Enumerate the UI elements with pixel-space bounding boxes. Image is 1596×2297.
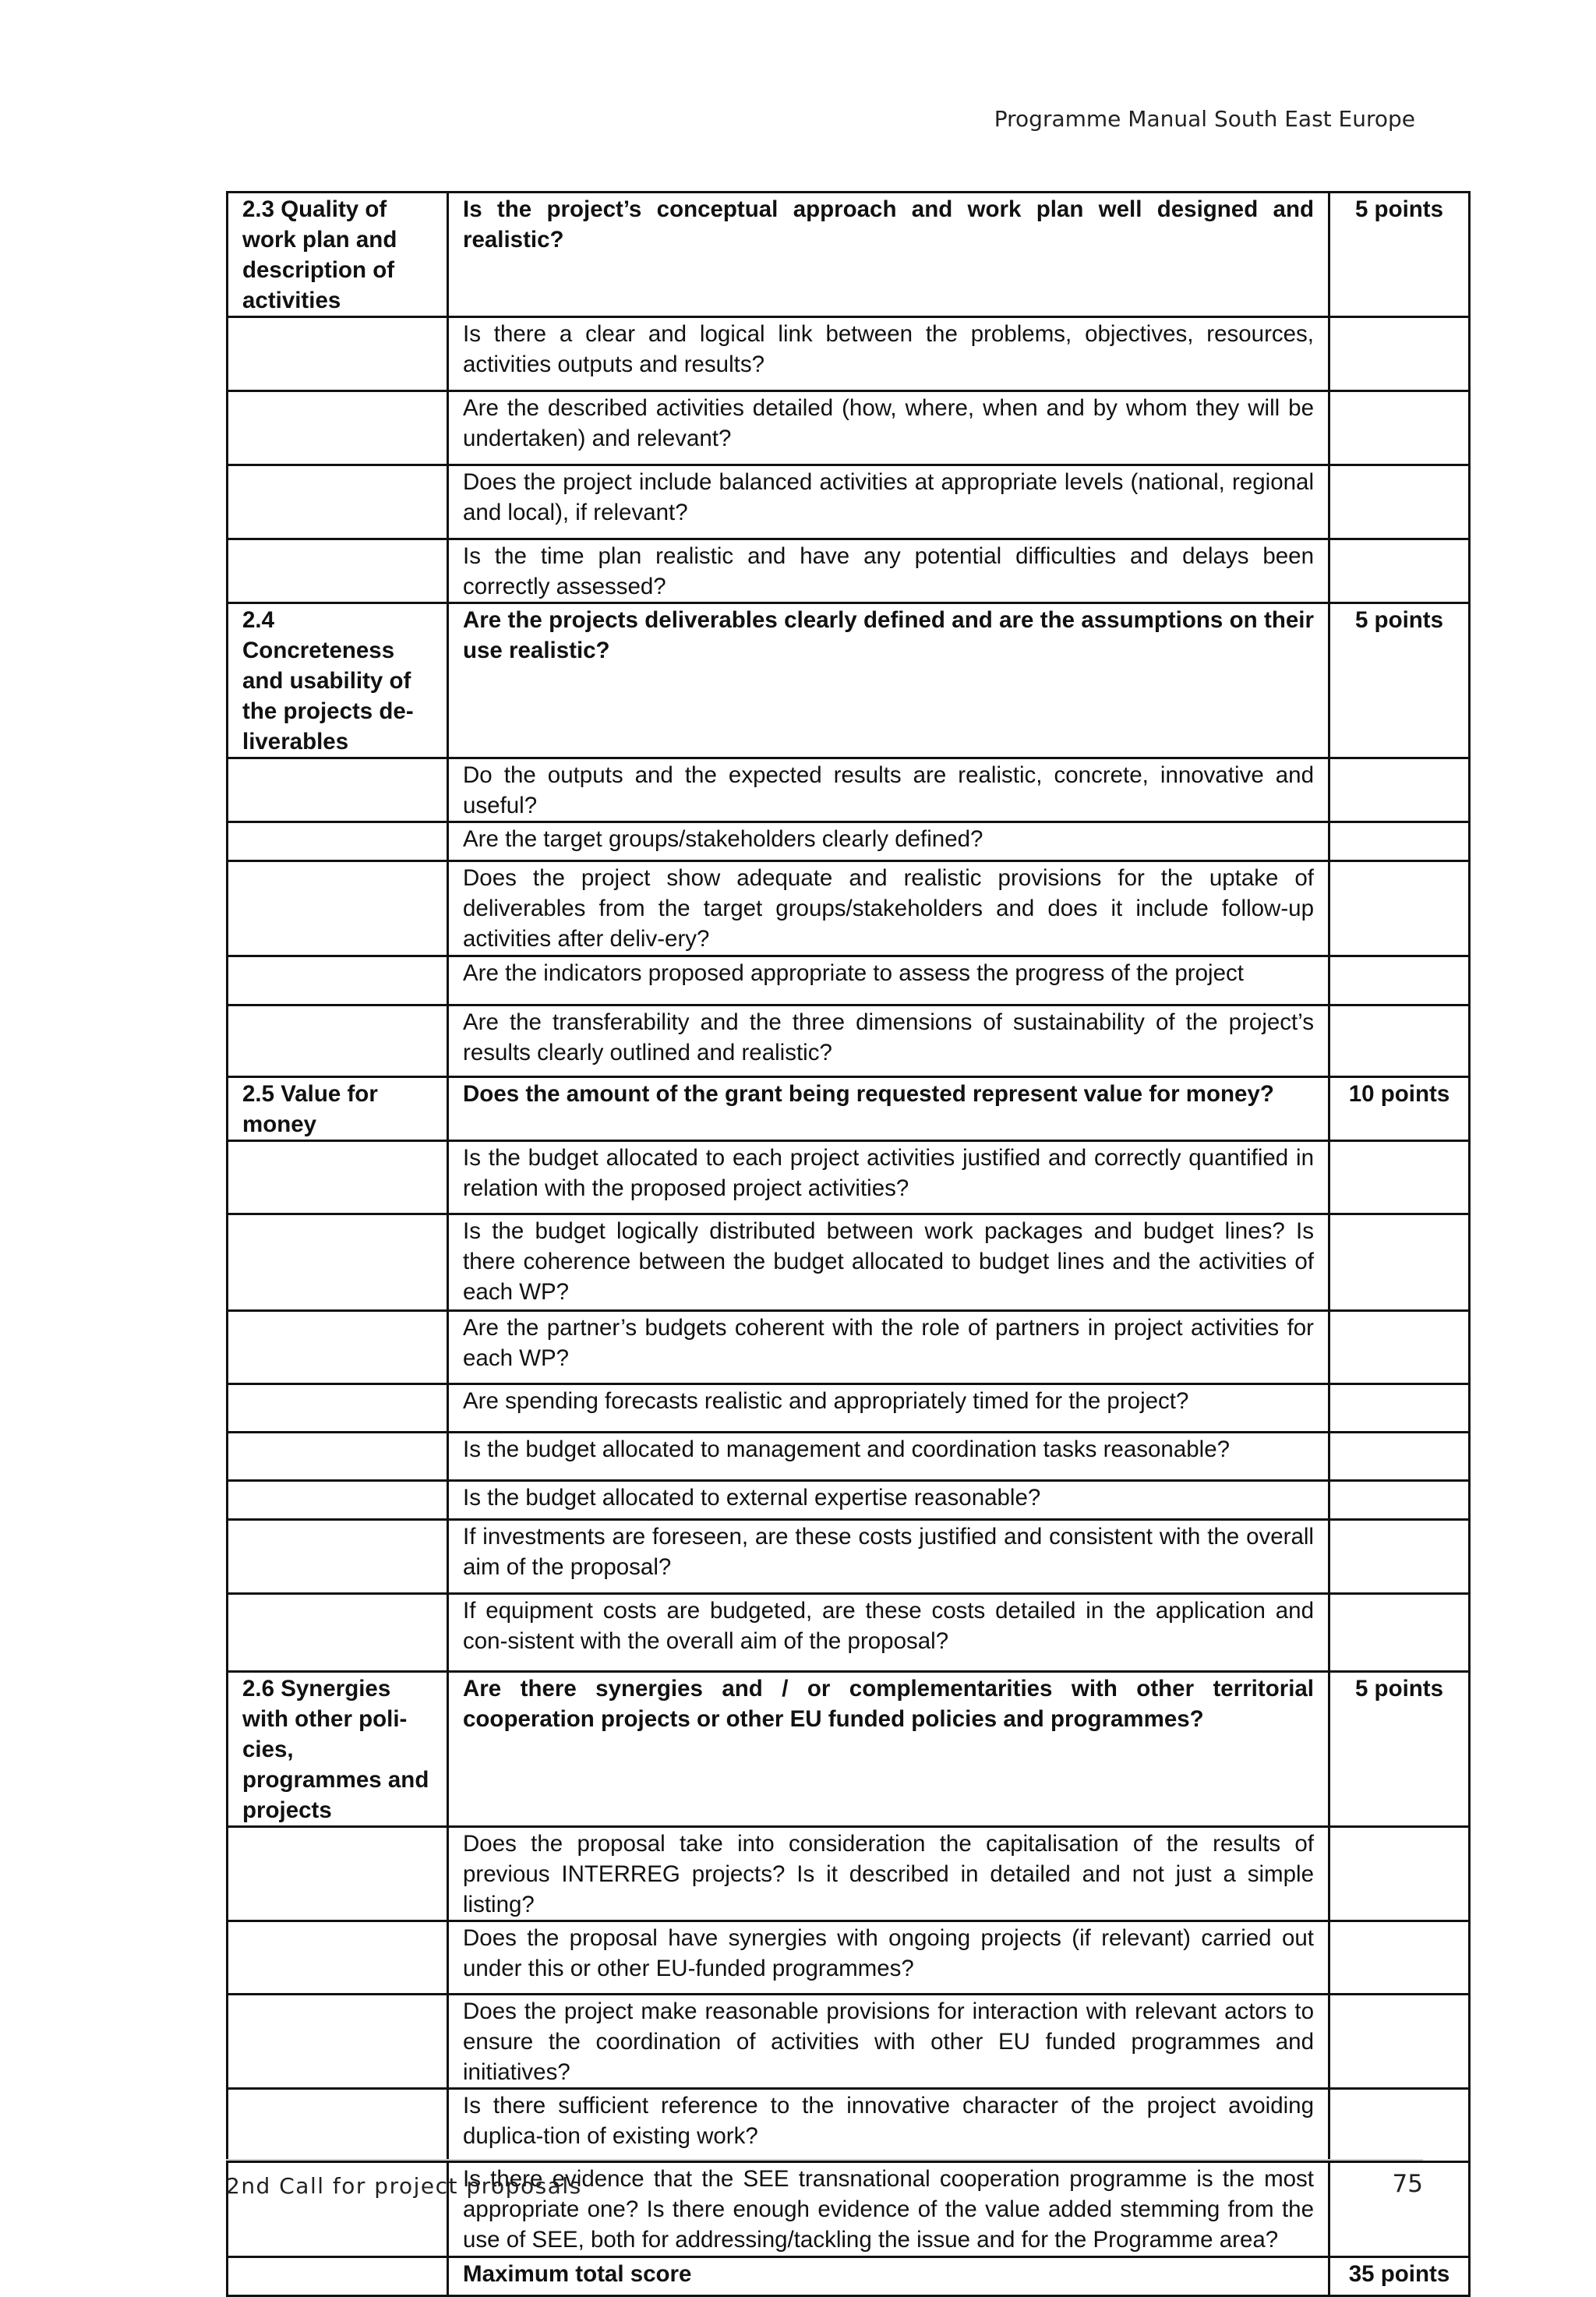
main-question: Does the amount of the grant being requested represent value for money?: [448, 1077, 1329, 1141]
points-cell: [1329, 465, 1470, 539]
question: Is there a clear and logical link between the problems, objectives, resources, activities outputs and results?: [448, 317, 1329, 391]
table-row: [228, 861, 1470, 956]
question: Is the budget logically distributed between work packages and budget lines? Is there coherence between the budget allocated to budget lines and the activities of each WP?: [448, 1214, 1329, 1311]
section-cell: [228, 1827, 448, 1921]
question: If equipment costs are budgeted, are these costs detailed in the application and con-sistent with the overall aim of the proposal?: [448, 1594, 1329, 1672]
table-row: [228, 2089, 1470, 2162]
points-cell: [1329, 1995, 1470, 2089]
points-cell: [1329, 1141, 1470, 1214]
section-cell: [228, 1520, 448, 1594]
section-cell: [228, 1481, 448, 1520]
section-title: 2.5 Value for money: [228, 1077, 448, 1141]
question: Does the project make reasonable provisions for interaction with relevant actors to ensure the coordination of activities with other EU funded programmes and initiatives?: [448, 1995, 1329, 2089]
points-cell: [1329, 2089, 1470, 2162]
points-cell: [1329, 391, 1470, 465]
table-row: [228, 758, 1470, 822]
table-row: [228, 1672, 1470, 1827]
question: Are spending forecasts realistic and appropriately timed for the project?: [448, 1384, 1329, 1433]
question: Is there evidence that the SEE transnational cooperation programme is the most appropriate one? Is there enough evidence of the value added stemming from the use of SEE, both for addressing/tackling the issue and for the Programme area?: [448, 2162, 1329, 2257]
main-question: Are the projects deliverables clearly defined and are the assumptions on their use realistic?: [448, 603, 1329, 758]
section-cell: [228, 465, 448, 539]
question: Are the partner’s budgets coherent with the role of partners in project activities for each WP?: [448, 1311, 1329, 1384]
points-cell: [1329, 822, 1470, 861]
question: Is the budget allocated to external expertise reasonable?: [448, 1481, 1329, 1520]
table-row: [228, 603, 1470, 758]
question: Do the outputs and the expected results are realistic, concrete, innovative and useful?: [448, 758, 1329, 822]
table-row: [228, 317, 1470, 391]
points-cell: [1329, 539, 1470, 603]
points-cell: [1329, 1311, 1470, 1384]
points-cell: [1329, 861, 1470, 956]
points-cell: [1329, 1827, 1470, 1921]
section-cell: [228, 1311, 448, 1384]
section-cell: [228, 391, 448, 465]
table-row: [228, 1384, 1470, 1433]
section-title: 2.4 Concreteness and usability of the projects de-liverables: [228, 603, 448, 758]
table-row: [228, 1433, 1470, 1481]
question: Are the transferability and the three dimensions of sustainability of the project’s results clearly outlined and realistic?: [448, 1005, 1329, 1077]
main-question: Is the project’s conceptual approach and work plan well designed and realistic?: [448, 193, 1329, 317]
section-cell: [228, 1005, 448, 1077]
points-value: 5 points: [1329, 1672, 1470, 1827]
question: Is there sufficient reference to the innovative character of the project avoiding duplica-tion of existing work?: [448, 2089, 1329, 2162]
question: Are the described activities detailed (how, where, when and by whom they will be undertaken) and relevant?: [448, 391, 1329, 465]
table-row: [228, 1995, 1470, 2089]
section-cell: [228, 2089, 448, 2162]
points-cell: [1329, 1921, 1470, 1995]
table-row: [228, 1827, 1470, 1921]
total-points: 35 points: [1329, 2257, 1470, 2296]
question: Are the indicators proposed appropriate to assess the progress of the project: [448, 956, 1329, 1005]
section-title: 2.3 Quality of work plan and description of activities: [228, 193, 448, 317]
table-row: [228, 1520, 1470, 1594]
question: Is the budget allocated to each project activities justified and correctly quantified in relation with the proposed project activities?: [448, 1141, 1329, 1214]
section-cell: [228, 1141, 448, 1214]
total-row: [228, 2257, 1470, 2296]
table-row: [228, 1214, 1470, 1311]
section-title: 2.6 Synergies with other poli-cies, programmes and projects: [228, 1672, 448, 1827]
table-row: [228, 1005, 1470, 1077]
total-label: Maximum total score: [448, 2257, 1329, 2296]
table-row: [228, 956, 1470, 1005]
table-row: [228, 465, 1470, 539]
table-row: [228, 822, 1470, 861]
question: Does the project show adequate and realistic provisions for the uptake of deliverables from the target groups/stakeholders and does it include follow-up activities after deliv-ery?: [448, 861, 1329, 956]
table-row: [228, 1311, 1470, 1384]
page-number: 75: [1392, 2170, 1423, 2198]
points-cell: [1329, 1481, 1470, 1520]
question: Does the proposal have synergies with ongoing projects (if relevant) carried out under this or other EU-funded programmes?: [448, 1921, 1329, 1995]
points-value: 5 points: [1329, 193, 1470, 317]
points-cell: [1329, 1214, 1470, 1311]
section-cell: [228, 1995, 448, 2089]
points-value: 5 points: [1329, 603, 1470, 758]
footer-title: 2nd Call for project proposals: [226, 2173, 582, 2199]
section-cell: [228, 539, 448, 603]
main-question: Are there synergies and / or complementarities with other territorial cooperation projects or other EU funded policies and programmes?: [448, 1672, 1329, 1827]
section-cell: [228, 1433, 448, 1481]
footer-divider: [226, 2159, 1423, 2161]
table-row: [228, 1481, 1470, 1520]
question: Does the project include balanced activities at appropriate levels (national, regional and local), if relevant?: [448, 465, 1329, 539]
points-cell: [1329, 1520, 1470, 1594]
total-empty-cell: [228, 2257, 448, 2296]
points-cell: [1329, 1384, 1470, 1433]
table-row: [228, 1594, 1470, 1672]
points-cell: [1329, 758, 1470, 822]
question: Does the proposal take into consideration the capitalisation of the results of previous INTERREG projects? Is it described in detailed and not just a simple listing?: [448, 1827, 1329, 1921]
section-cell: [228, 1594, 448, 1672]
criteria-table: [226, 191, 1471, 2297]
section-cell: [228, 758, 448, 822]
points-cell: [1329, 1594, 1470, 1672]
table-row: [228, 391, 1470, 465]
section-cell: [228, 1921, 448, 1995]
question: If investments are foreseen, are these costs justified and consistent with the overall aim of the proposal?: [448, 1520, 1329, 1594]
section-cell: [228, 1214, 448, 1311]
table-row: [228, 1141, 1470, 1214]
section-cell: [228, 956, 448, 1005]
points-cell: [1329, 1005, 1470, 1077]
table-row: [228, 1921, 1470, 1995]
table-row: [228, 1077, 1470, 1141]
section-cell: [228, 822, 448, 861]
criteria-table-body: [228, 193, 1470, 2296]
table-row: [228, 539, 1470, 603]
question: Are the target groups/stakeholders clearly defined?: [448, 822, 1329, 861]
section-cell: [228, 1384, 448, 1433]
question: Is the time plan realistic and have any potential difficulties and delays been correctly assessed?: [448, 539, 1329, 603]
section-cell: [228, 861, 448, 956]
points-cell: [1329, 317, 1470, 391]
points-cell: [1329, 1433, 1470, 1481]
page-header: Programme Manual South East Europe: [994, 106, 1415, 132]
points-cell: [1329, 956, 1470, 1005]
section-cell: [228, 317, 448, 391]
question: Is the budget allocated to management and coordination tasks reasonable?: [448, 1433, 1329, 1481]
points-value: 10 points: [1329, 1077, 1470, 1141]
table-row: [228, 193, 1470, 317]
